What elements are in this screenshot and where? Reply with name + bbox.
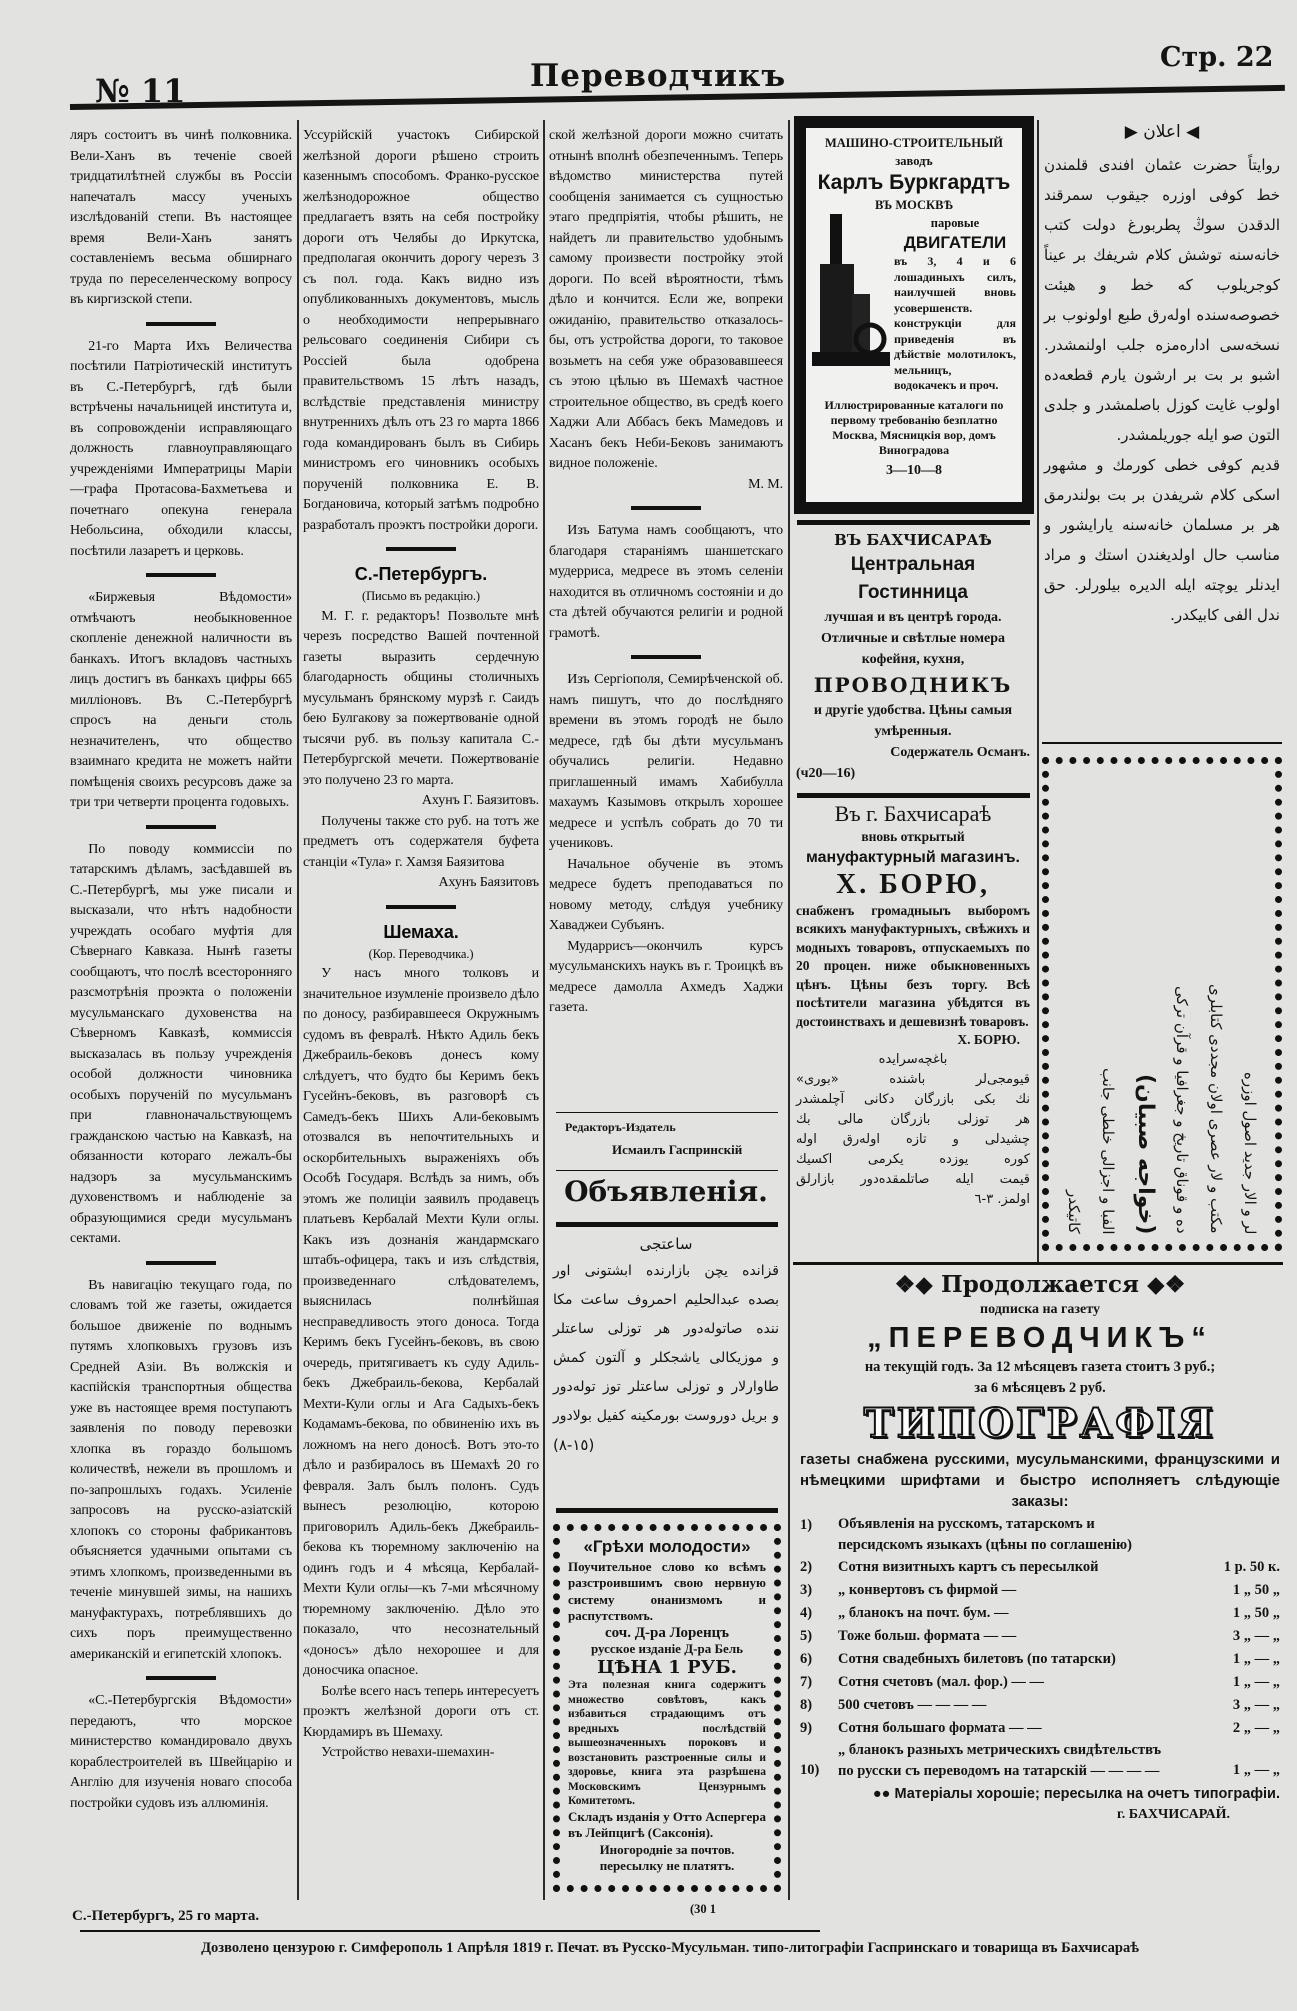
divider [556, 1222, 778, 1227]
announcement-text: قدیم کوفی خطی کورمك و مشهور اسکی کلام شریفدن بر بت بولندرمق هر بر مسلمان خانه‌سنه یارایشور و مناسب حال اولدیغندن استك و مراد ایدنلر یوچته ایله الدیره بیلورلر. حق ندل الفی کابیکدر. [1044, 456, 1280, 624]
watch-ad-line: قزانده یچن بازارنده ابشتونی اور [553, 1263, 779, 1279]
shop-ad-arabic: قیومجی‌لر باشنده «بوری» [796, 1071, 1030, 1087]
article-paragraph: Уссурійскій участокъ Сибирской желѣзной дороги рѣшено строить казеннымъ способомъ. Франко-русское желѣзнодорожное общество предлагаетъ взять на себя постройку дороги отъ Челябы до Иркутска, предполагая окончить дорогу черезъ 3 съ пол. года. Какъ видно изъ опубликованныхъ документовъ, мысль о необходимости непрерывнаго рельсоваго соединенія Сибири съ Россіей была одобрена правительствомъ 15 лѣтъ назадъ, вслѣдствіе представленія министру внутреннихъ дѣлъ отъ 23 го марта 1866 года командированъ былъ въ Сибирь министромъ его чиновникъ особыхъ порученій полковника Е. В. Богдановича, который затѣмъ подробно разработалъ проэктъ постройки дороги. [303, 128, 539, 533]
shop-ad-arabic: هر توزلی بازرگان مالی بك [796, 1111, 1030, 1127]
typography-place: г. БАХЧИСАРАЙ. [1116, 1807, 1230, 1822]
book-ad-title: «Грѣхи молодости» [583, 1537, 751, 1556]
books-ad-line: مکتب و لار عصری اولان مجددی کتابلری [1207, 984, 1225, 1234]
shop-ad-arabic: باغچه‌سرایده [878, 1051, 948, 1067]
divider [556, 1112, 778, 1113]
article-paragraph: По поводу коммиссіи по татарскимъ дѣламъ, засѣдавшей въ С.-Петербургѣ, мы уже писали и высказали, что нѣтъ надобности учреждать особаго муфтія для Сѣвернаго Кавказа. Нынѣ газеты сообщаютъ, что послѣ всесторонняго разсмотрѣнія проэкта о положеніи мусульманскаго духовенства на Сѣверномъ Кавказѣ, коммиссія высказалась въ пользу учрежденія особой должности чиновника особыхъ порученій по мусульманъ при главноначальствующемъ гражданскою частью на Кавказѣ, на обязанности котораго лежалъ-бы надзоръ за мусульманскимъ духовенствомъ и наблюденіе за образующимися среди мусульманъ сектами. [70, 841, 292, 1246]
signature: Ахунъ Баязитовъ [438, 875, 539, 890]
ad-catalog: Иллюстрированные каталоги по первому требованію безплатно Москва, Мясницкія вор, домъ Виноградова [824, 397, 1004, 457]
book-ad-text: Поучительное слово ко всѣмъ разстроившимъ свою нервную систему онанизмомъ и распутствомъ. [568, 1558, 766, 1623]
section-subheading: (Кор. Переводчика.) [368, 946, 474, 961]
subscription-heading: ❖◆ Продолжается ◆❖ [894, 1271, 1186, 1298]
ad-description: снабженъ громадныыъ выборомъ всякихъ мануфактурныхъ, свѣжихъ и модныхъ товаровъ, отпускаемыхъ по 20 процен. ниже обыкновенныхъ цѣнъ. Цѣны безъ торгу. Всѣ посѣтители магазина убѣдятся въ достоинствахъ и дешевизнѣ товаровъ. [796, 902, 1030, 1029]
price-item: 5) Тоже больш. формата — — 3 „ — „ [800, 1628, 1280, 1644]
watch-ad-line: و بریل دوروست بورمکینه کفیل بولادور [553, 1408, 779, 1424]
shop-ad-arabic: اولمز. ٣-٦ [974, 1191, 1030, 1207]
article-paragraph: ляръ состоитъ въ чинѣ полковника. Вели-Ханъ въ теченіе своей тридцатилѣтней службы въ Россіи напечаталъ массу ученыхъ изслѣдованій степи. Въ настоящее время Вели-Ханъ занятъ составленіемъ весьма обширнаго труда по переселенческому вопросу въ киргизской степи. [70, 128, 292, 307]
subscription-line: подписка на газету [980, 1302, 1100, 1317]
article-paragraph: Болѣе всего насъ теперь интересуетъ проэктъ желѣзной дороги отъ ст. Кюрдамиръ въ Шемаху. [303, 1683, 539, 1740]
divider [146, 573, 216, 577]
ad-line: ВЪ БАХЧИСАРАѢ [834, 531, 992, 549]
column-3 [549, 126, 783, 1019]
book-ad [553, 1524, 781, 1892]
article-paragraph: «С.-Петербургскія Вѣдомости» передаютъ, что морское министерство командировало двухъ кораблестроителей въ Швейцарію и Англію для изученія новаго способа постройки судовъ изъ аллюминія. [70, 1693, 292, 1811]
divider [146, 1261, 216, 1265]
books-ad-box [1042, 757, 1282, 1251]
price-item: 4) „ бланокъ на почт. бум. — 1 „ 50 „ [800, 1605, 1280, 1621]
hotel-owner: Содержатель Османъ. [890, 745, 1030, 760]
book-ad-text: Складъ изданія у Отто Аспергера въ Лейпцигѣ (Саксонія). [568, 1808, 766, 1840]
price-item: 3) „ конвертовъ съ фирмой — 1 „ 50 „ [800, 1582, 1280, 1598]
ad-description: въ 3, 4 и 6 лошадиныхъ силъ, наилучшей вновь усовершенств. конструкціи для приведенія въ дѣйствіе молотилокъ, мельницъ, водокачекъ и проч. [894, 254, 1016, 392]
book-ad-text: Эта полезная книга содержитъ множество совѣтовъ, какъ избавиться страдающимъ отъ вредныхъ послѣдствій вышеозначенныхъ пороковъ и возстановить разстроенные силы и здоровье, книга эта разрѣшена Московскимъ Цензурнымъ Комитетомъ. [568, 1679, 766, 1807]
article-paragraph: Мударрисъ—окончилъ курсъ мусульманскихъ наукъ въ г. Троицкѣ въ медресе дамолла Ахмедъ Хаджи газета. [549, 938, 783, 1015]
divider [631, 506, 701, 510]
watch-ad-line: بصده عبدالحلیم احمروف ساعت مکا [553, 1292, 779, 1308]
article-paragraph: «Биржевыя Вѣдомости» отмѣчаютъ необыкновенное скопленіе денежной наличности въ банкахъ. Итогъ вкладовъ частныхъ лицъ достигъ въ банкахъ цифры 665 милліоновъ. Въ С.-Петербургѣ спросъ на деньги столь незначителенъ, что общество взаимнаго кредита не можетъ найти помѣщенія своихъ ресурсовъ даже за три три четверти процента годовыхъ. [70, 590, 292, 810]
ad-line: МАШИНО-СТРОИТЕЛЬНЫЙ [824, 136, 1004, 150]
ad-line: ПРОВОДНИКЪ [813, 673, 1013, 697]
signature: Ахунъ Г. Баязитовъ. [421, 793, 539, 808]
hotel-ad [796, 530, 1030, 784]
ad-line: вновь открытый [861, 829, 965, 844]
divider [146, 825, 216, 829]
divider [1042, 742, 1282, 744]
column-divider [543, 120, 545, 1900]
divider [793, 1262, 1283, 1265]
steam-engine-illustration [812, 214, 890, 374]
announcement-heading: ◀ اعلان ▶ [1124, 122, 1200, 142]
book-ad-author: соч. Д-ра Лоренцъ [605, 1624, 729, 1641]
article-paragraph: Изъ Сергіополя, Семирѣченской об. намъ пишутъ, что до послѣдняго времени въ этомъ городѣ не было медресе, гдѣ бы дѣти мусульманъ обучались религіи. Недавно приглашенный имамъ Хабибулла махаумъ Казымовъ открылъ хорошее медресе и успѣлъ собрать до 70 ти учениковъ. [549, 672, 783, 851]
column-1 [70, 126, 292, 1814]
editor-label: Редакторъ-Издатель [565, 1120, 676, 1134]
newspaper-name: „ПЕРЕВОДЧИКЪ“ [867, 1322, 1213, 1354]
ad-product: ДВИГАТЕЛИ [903, 233, 1007, 252]
divider [146, 1676, 216, 1680]
typography-text: газеты снабжена русскими, мусульманскими, французскими и нѣмецкими шрифтами и быстро исполняетъ слѣдующіе заказы: [800, 1451, 1280, 1510]
ad-line: Въ г. Бахчисараѣ [834, 801, 992, 826]
ad-company-name: Карлъ Буркгардтъ [817, 171, 1011, 194]
article-paragraph: М. Г. г. редакторъ! Позвольте мнѣ черезъ посредство Вашей почтенной газеты выразить сердечную благодарность общины столичныхъ мусульманъ брянскому мурзѣ г. Саидъ бею Булгакову за пожертвованіе одной тысячи руб. въ пользу капитала С.-Петербургской мечети. Пожертвованіе это получено 23 го марта. [303, 608, 539, 788]
burkhardt-ad [794, 116, 1034, 514]
ad-code: 3—10—8 [886, 462, 942, 478]
ad-line: лучшая и въ центрѣ города. [824, 610, 1002, 625]
shop-ad-arabic: نك بکی بازرگان دکانی آچلمشدر [796, 1091, 1030, 1107]
price-item: 10) „ бланокъ разныхъ метрическихъ свидѣтельствъ по русски съ переводомъ на татарскій — — — — 1 „ — „ [800, 1742, 1280, 1779]
column-divider [1037, 120, 1039, 1265]
shop-ad-arabic: چشیدلی و تازه اولەرق اوله [796, 1131, 1030, 1147]
article-paragraph: Въ навигацію текущаго года, по словамъ той же газеты, ожидается большое движеніе по воднымъ путямъ хлопковыхъ грузовъ изъ Средней Азіи. Въ волжскія и каспійскія транспортныя общества уже въ настоящее время поступаютъ заявленія по поводу перевозки хлопка въ гораздо большомъ количествѣ, нежели въ прошломъ и по-запрошлыхъ годахъ. Усиленіе запросовъ на русско-азіатскій хлопокъ со стороны фабрикантовъ объясняется удачными опытами съ этимъ хлопкомъ, произведенными въ теченіе минувшей зимы, на нашихъ мануфактурахъ, потреблявшихъ до сихъ поръ преимущественно американскій и египетскій хлопокъ. [70, 1277, 292, 1662]
shop-ad [796, 800, 1030, 1210]
divider [386, 547, 456, 551]
books-ad-line: کاتیکدر [1065, 1190, 1083, 1234]
ad-code: (ч20—16) [796, 766, 856, 781]
shop-ad-arabic: کوره یوزده یکرمی اکسیك [796, 1151, 1030, 1167]
price-item: 7) Сотня счетовъ (мал. фор.) — — 1 „ — „ [800, 1674, 1280, 1690]
divider [556, 1508, 778, 1513]
ad-line: и другіе удобства. Цѣны самыя умѣренныя. [813, 703, 1013, 739]
article-paragraph: У насъ много толковъ и значительное изумленіе произвело дѣло по доносу, разбиравшееся Окружнымъ судомъ въ февралѣ. Нѣкто Адиль бекъ Джебраиль-бековъ донесъ кому слѣдуетъ, что будто бы Керимъ бекъ Гусейнъ-бековъ, въ разговорѣ съ Самедъ-бекъ Шихъ Али-бековымъ отозвался въ непочтительныхъ и оскорбительныхъ выраженіяхъ объ Особѣ Государя. Вслѣдъ за нимъ, объ этомъ же полиціи заявилъ продавецъ платьевъ Кербалай Мехти Кули оглы. Какъ изъ дознанія жандармскаго штабъ-офицера, такъ и изъ слѣдствія, произведеннаго слѣдователемъ, выяснилась полнѣйшая несправедливость этого доноса. Тогда Керимъ бекъ Гусейнъ-бековъ, въ свою очередь, притягиваетъ къ суду Адиль-бекъ Джебраиль-бекова, Кербалай Мехти-Кули оглы и Ага Садыхъ-бекъ Кодамамъ-бекова, по обвиненію ихъ въ ложномъ на него доносѣ. Вотъ это-то дѣло и разбиралось въ Шемахѣ 20 го февраля. Залъ былъ полонъ. Судъ вынесъ резолюцію, которою приговорилъ Адиль-бекъ Джебраиль-бекова къ тюремному заключенію на одинъ годъ и 4 мѣсяца, Кербалай-Мехти Кули оглы—къ 7-ми мѣсячному тюремному заключенію. Дѣло это показало, что несознательный «доносъ» дѣло нехорошее и для доносчика опасное. [303, 966, 539, 1678]
divider [386, 905, 456, 909]
shop-ad-arabic: قیمت ایله صاتلمقده‌دور بازارلق [796, 1171, 1030, 1187]
subscription-block [800, 1270, 1280, 1824]
price-item: 6) Сотня свадебныхъ билетовъ (по татарски) 1 „ — „ [800, 1651, 1280, 1667]
price-item: 9) Сотня большаго формата — — 2 „ — „ [800, 1720, 1280, 1736]
article-paragraph: Изъ Батума намъ сообщаютъ, что благодаря стараніямъ шаншетскаго мудерриса, медресе въ этомъ селеніи находится въ отличномъ состояніи и до ста дѣтей обучаются религіи и родной грамотѣ. [549, 523, 783, 641]
watch-ad [553, 1235, 779, 1459]
shop-owner-name: Х. БОРЮ, [836, 868, 990, 900]
watch-ad-code: (١٥-٨) [553, 1436, 595, 1454]
footer-rule [80, 1930, 820, 1932]
typography-heading: ТИПОГРАФІЯ [863, 1400, 1217, 1447]
watch-ad-line: طاوارلار و توزلی ساعتلر توز تولەدور [553, 1379, 779, 1395]
article-paragraph: Начальное обученіе въ этомъ медресе будетъ преподаваться по новому методу, слѣдуя учебнику Хаваджеи Субъянъ. [549, 856, 783, 933]
ad-line: заводъ [895, 154, 933, 168]
censorship-imprint: Дозволено цензурою г. Симферополь 1 Апрѣля 1819 г. Печат. въ Русско-Мусульман. типо-литографіи Гаспринскаго и товарища въ Бахчисараѣ [201, 1940, 1139, 1956]
books-ad-line: لر و الار جدید اصول اوزره [1241, 1071, 1259, 1234]
column-divider [788, 120, 790, 1900]
page-number: Стр. 22 [1160, 42, 1274, 73]
editor-name: Исмаилъ Гаспринскій [612, 1142, 743, 1157]
announcement-text: روایتاً حضرت عثمان افندی قلمندن خط کوفی اوزره جیقوب سمرقند الدقدن سوڭ پطربورغ دولت کتب خانه‌سنه توشش کلام شریفك بر عیناً کوجریلوب که خط و هیئت خصوصه‌سنده اولەرق طبع اولونوب بر نسخه‌سی ادارەمزه جلب اولنمشدر. اشبو بر بت بر ارشون یارم قطعەده اولوب غایت کوزل باصلمشدر و جلدی التون صو ایله جوریلمشدر. [1044, 156, 1280, 444]
price-item: 1) Объявленія на русскомъ, татарскомъ и персидскомъ языкахъ (цѣны по соглашенію) [800, 1516, 1132, 1553]
ad-line: паровые [930, 216, 980, 230]
column-2 [303, 126, 539, 1764]
typography-note: ●● Матеріалы хорошіе; пересылка на очетъ типографіи. [872, 1786, 1280, 1802]
article-paragraph: ской желѣзной дороги можно считать отнынѣ вполнѣ обезпеченнымъ. Теперь вѣдомство министерства путей сообщенія занимается съ сущностью этаго предпріятія, чтобы рѣшить, не найдетъ ли правительство удобнымъ самому произвести постройку этой дороги. По всей вѣроятности, тѣмъ дѣло и кончится. Если же, вопреки ожиданію, правительство отказалось-бы, отъ устройства дороги, то таковое возьметъ на себя уже образовавшееся съ этою цѣлью въ Шемахѣ частное строительное общество, въ средѣ коего Хаджи Али Аббасъ бекъ Мамедовъ и Хасанъ бекъ Неби-Бековъ занимаютъ видное положеніе. [549, 128, 783, 471]
ad-line: Отличные и свѣтлые номера кофейня, кухня, [820, 631, 1006, 667]
watch-ad-line: و موزیکالی یاشجکلر و آلتون کمش [553, 1350, 779, 1366]
section-heading: С.-Петербургъ. [354, 564, 488, 584]
subscription-price: за 6 мѣсяцевъ 2 руб. [974, 1380, 1106, 1396]
watch-ad-line: ننده صاتوله‌دور هر توزلی ساعتلر [553, 1321, 779, 1337]
books-ad-line: ده و قوناق تاریخ و جغرافیا و قرآن ترکی [1173, 986, 1191, 1234]
article-paragraph: Устройство невахи-шемахин- [321, 1745, 495, 1760]
ad-line: ВЪ МОСКВѢ [874, 198, 953, 212]
ad-code: (30 1 [690, 1902, 717, 1916]
book-ad-price: ЦѢНА 1 РУБ. [597, 1656, 737, 1678]
announcement-heading-text: اعلان [1143, 122, 1181, 142]
newspaper-title: Переводчикъ [530, 58, 787, 94]
article-paragraph: Получены также сто руб. на тотъ же предметъ отъ содержателя буфета станціи «Тула» г. Хамзя Баязитова [303, 813, 539, 870]
column-divider [297, 120, 299, 1900]
article-paragraph: 21-го Марта Ихъ Величества посѣтили Патріотическій институтъ въ С.-Петербургѣ, гдѣ были встрѣчены начальницей института и, въ сопровожденіи исправляющаго должность главноуправляющаго учрежденіями Императрицы Маріи—графа Протасова-Бахметьева и почетнаго опекуна генерала Небольсина, обходили классы, посѣтили лазаретъ и церковь. [70, 338, 292, 559]
divider [797, 793, 1030, 798]
divider [797, 520, 1030, 525]
book-ad-edition: русское изданіе Д-ра Бель [590, 1641, 743, 1656]
issue-number: № 11 [95, 72, 186, 110]
subscription-price: на текущій годъ. За 12 мѣсяцевъ газета стоитъ 3 руб.; [864, 1359, 1216, 1375]
book-ad-text: Иногородніе за почтов. пересылку не платятъ. [599, 1841, 735, 1873]
ad-line: мануфактурный магазинъ. [806, 848, 1020, 866]
signature: М. М. [748, 476, 783, 492]
section-subheading: (Письмо въ редакцію.) [362, 589, 480, 603]
books-ad-title: (خواجه صبیان) [1133, 1073, 1158, 1234]
divider [146, 322, 216, 326]
section-heading: Шемаха. [383, 921, 459, 942]
price-item: 8) 500 счетовъ — — — — 3 „ — „ [800, 1697, 1280, 1713]
quran-announcement [1044, 118, 1280, 630]
price-item: 2) Сотня визитныхъ картъ съ пересылкой 1 р. 50 к. [800, 1559, 1280, 1575]
books-ad-line: الفبا و اجزالی خلطی جانب [1099, 1067, 1117, 1234]
subscription-heading-text: Продолжается [940, 1271, 1140, 1298]
dateline: С.-Петербургъ, 25 го марта. [72, 1908, 260, 1924]
ads-heading: Объявленія. [564, 1175, 768, 1208]
hotel-name: Центральная Гостинница [850, 554, 976, 603]
watch-ad-title: ساعتجی [639, 1235, 693, 1253]
signature: Х. БОРЮ. [957, 1032, 1020, 1047]
divider [631, 655, 701, 659]
divider [556, 1170, 778, 1171]
